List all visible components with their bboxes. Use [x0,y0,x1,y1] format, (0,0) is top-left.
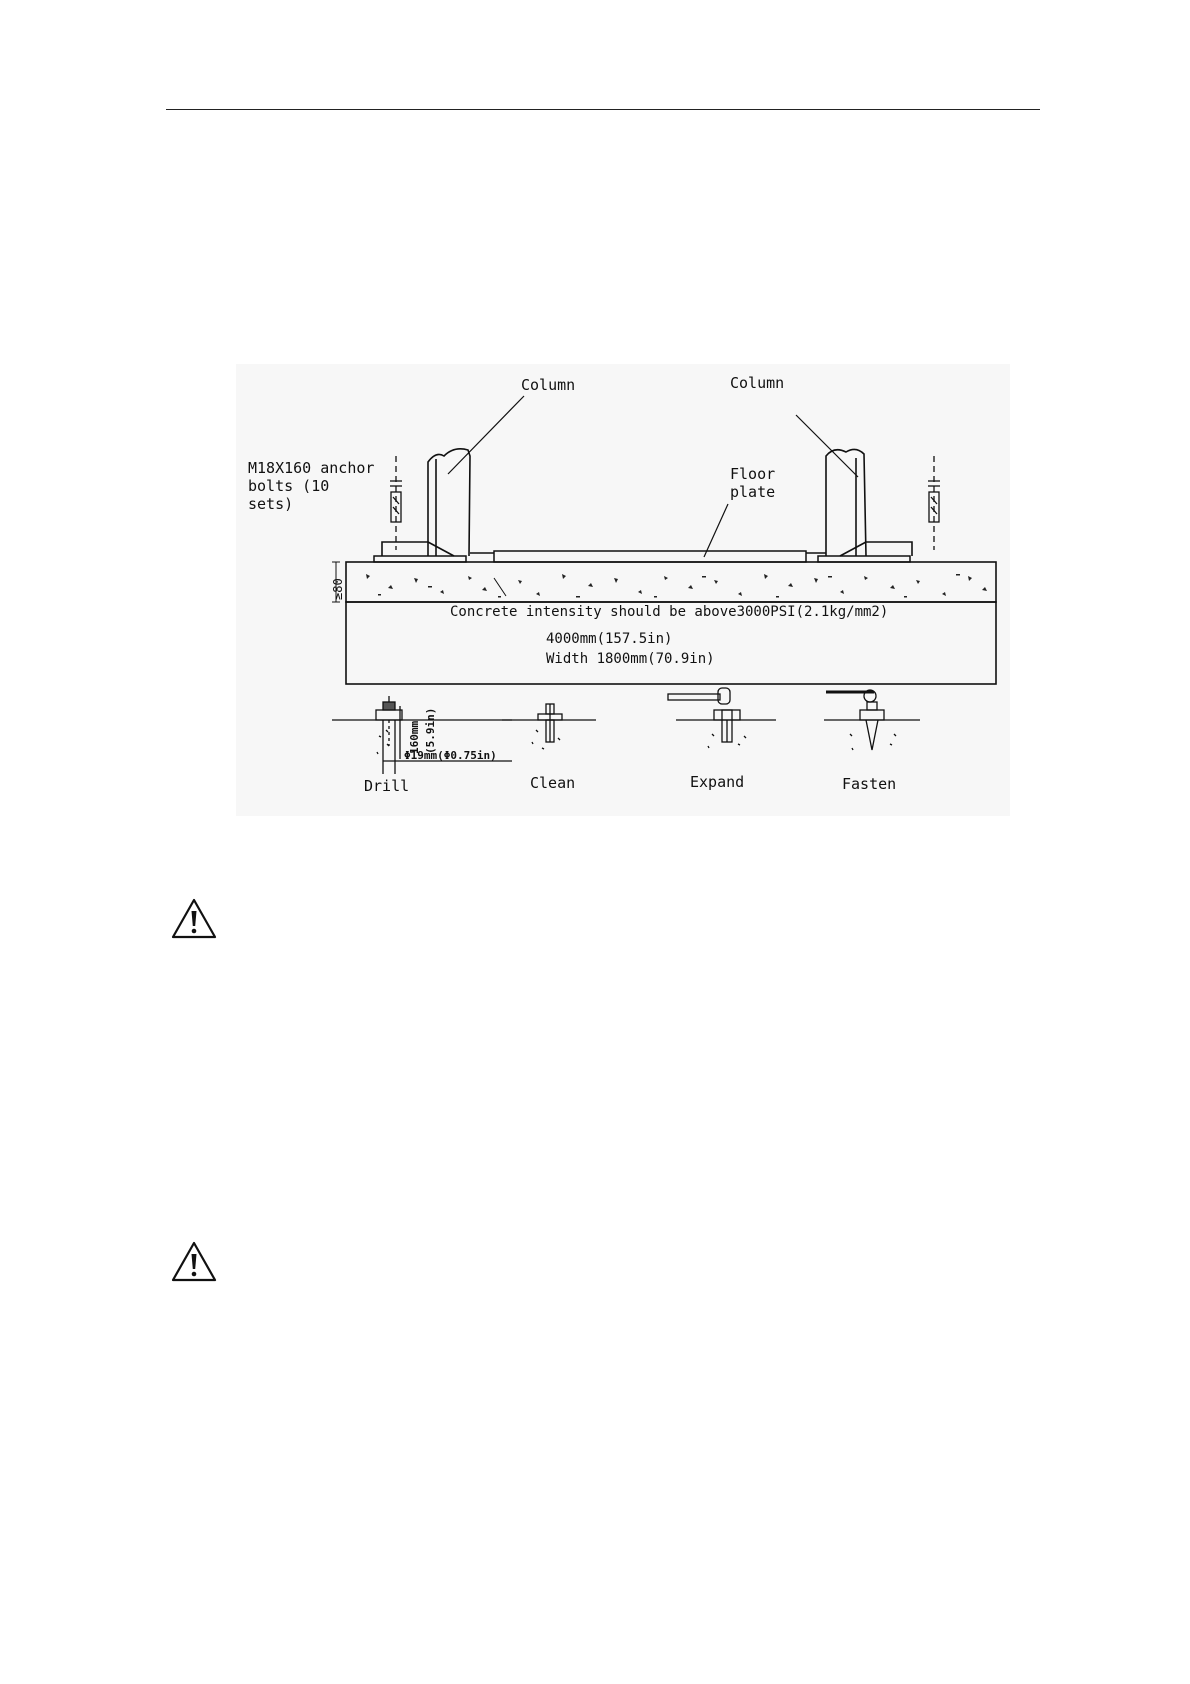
step-fasten-label: Fasten [842,775,897,793]
step-expand-label: Expand [690,773,745,791]
step-drill-label: Drill [364,777,410,795]
step-clean-label: Clean [530,774,576,792]
drill-depth-inch-label: (5.9in) [424,707,437,754]
column-right-label: Column [730,374,785,392]
concrete-note: Concrete intensity should be above3000PSI(2.1kg/mm2) [450,604,889,620]
floor-plate-label: Floor plate [730,465,776,501]
slab-thickness-label: ≥80 [331,578,345,600]
drill-diameter-label: Φ19mm(Φ0.75in) [404,749,497,762]
warning-icon [170,897,218,941]
header-rule [166,109,1040,110]
installation-diagram [236,364,1010,816]
column-left-label: Column [521,376,576,394]
anchor-bolts-label: M18X160 anchor bolts (10 sets) [248,459,375,513]
width-label: Width 1800mm(70.9in) [546,651,715,667]
warning-icon [170,1240,218,1284]
length-label: 4000mm(157.5in) [546,631,673,647]
drill-depth-label: 160mm [408,720,421,754]
